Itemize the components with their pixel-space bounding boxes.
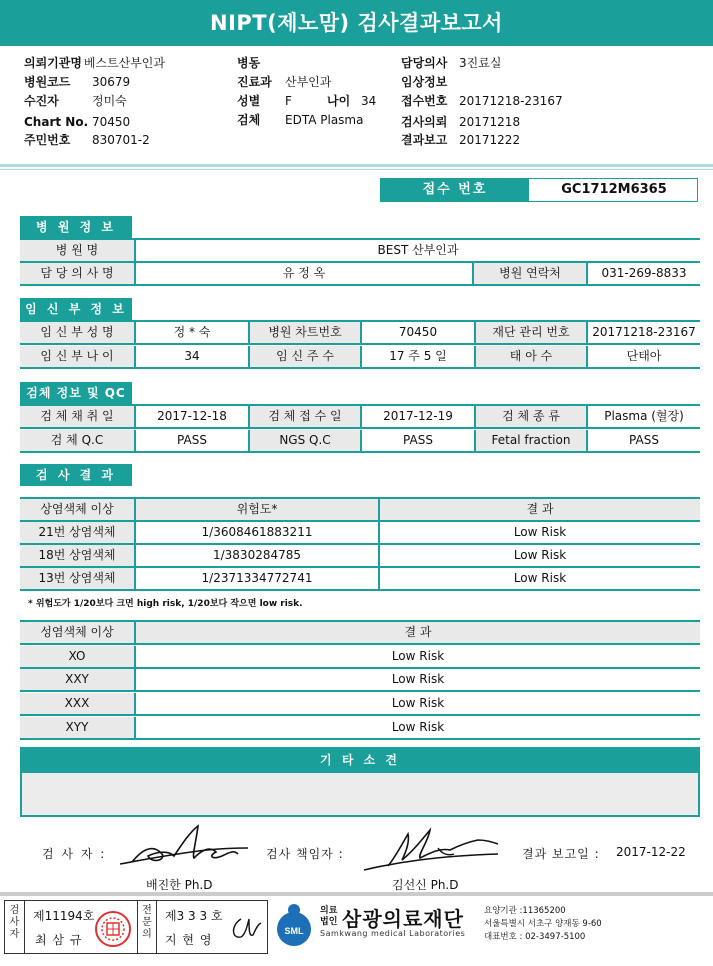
stamp1-name: 최 삼 규 [35, 933, 83, 947]
pregnant-age-value: 34 [184, 349, 200, 363]
sml-logo-icon [272, 902, 316, 948]
report-date-label: 결과 보고일 : [522, 847, 600, 861]
table-row [20, 346, 700, 369]
manager-label: 검사 책임자 : [266, 847, 344, 861]
fetal-fraction-label: Fetal fraction [476, 430, 586, 451]
table-row [20, 669, 700, 692]
sex-chrom-result: Low Risk [391, 720, 445, 734]
sex-chrom-result: Low Risk [391, 672, 445, 686]
stamp2-number: 제3 3 3 호 [165, 909, 223, 923]
risk-footnote: * 위험도가 1/20보다 크면 high risk, 1/20보다 작으면 low risk. [28, 599, 303, 609]
result-value: Low Risk [513, 571, 567, 585]
receive-date-label: 검 체 접 수 일 [250, 406, 360, 427]
contact-value: 031-269-8833 [601, 266, 687, 280]
specimen-qc-label: 검 체 Q.C [20, 430, 134, 451]
col-header-autosome: 상염색체 이상 [20, 499, 134, 520]
table-row [20, 406, 700, 429]
pregnant-age-label: 임 신 부 나 이 [20, 346, 134, 367]
ngs-qc-label: NGS Q.C [250, 430, 360, 451]
mgmt-no-label: 재단 관리 번호 [476, 322, 586, 343]
section-test-results: 검 사 결 과 [20, 464, 132, 486]
pregnant-name-label: 임 신 부 성 명 [20, 322, 134, 343]
table-row [20, 717, 700, 740]
section-hospital-info: 병 원 정 보 [20, 216, 132, 238]
manager-signature [358, 822, 508, 874]
info-specimen: 검체 EDTA Plasma [237, 113, 364, 127]
pregnant-name-value: 정 * 숙 [173, 325, 211, 339]
info-department: 진료과 산부인과 [237, 75, 332, 89]
info-request-date: 검사의뢰 20171218 [401, 115, 521, 129]
autosome-name: 13번 상염색체 [20, 568, 134, 589]
seal-stamp-icon [93, 909, 133, 949]
org-street-address: 서울특별시 서초구 양재동 9-60 [484, 919, 602, 929]
info-doctor: 담당의사 3진료실 [401, 56, 502, 70]
stamp2-vertical-label: 전문의 [137, 901, 157, 953]
info-chart-no: Chart No. 70450 [24, 115, 131, 129]
doctor-label: 담 당 의 사 명 [20, 263, 134, 284]
report-title: NIPT(제노맘) 검사결과보고서 [0, 0, 713, 46]
chart-no-value: 70450 [398, 325, 438, 339]
stamp1-vertical-label: 검사자 [5, 901, 25, 953]
fetus-count-label: 태 아 수 [476, 346, 586, 367]
specimen-type-label: 검 체 종 류 [476, 406, 586, 427]
table-row [20, 430, 700, 453]
info-age: 나이 34 [327, 94, 377, 108]
table-row [20, 322, 700, 345]
info-patient: 수진자 정미숙 [24, 94, 127, 108]
autosome-name: 18번 상염색체 [20, 545, 134, 566]
table-row [20, 522, 700, 545]
table-header-row [20, 499, 700, 522]
ngs-qc-value: PASS [403, 433, 433, 447]
col-header-sex-chrom: 성염색체 이상 [20, 622, 134, 643]
specimen-info-table [20, 404, 700, 452]
org-institution-code: 요양기관 :11365200 [484, 906, 566, 916]
result-value: Low Risk [513, 548, 567, 562]
collect-date-value: 2017-12-18 [157, 409, 227, 423]
sex-chrom-result: Low Risk [391, 649, 445, 663]
info-hospital-code: 병원코드 30679 [24, 75, 131, 89]
receive-date-value: 2017-12-19 [383, 409, 453, 423]
stamp1-number: 제11194호 [33, 909, 95, 923]
sex-chrom-name: XXX [20, 693, 134, 714]
info-clinical: 임상정보 [401, 75, 448, 89]
info-id-number: 주민번호 830701-2 [24, 133, 150, 147]
org-corp-top: 의료 [320, 906, 338, 916]
risk-value: 1/2371334772741 [201, 571, 313, 585]
org-corp-bottom: 법인 [320, 917, 338, 927]
section-pregnant-info: 임 신 부 정 보 [20, 298, 132, 320]
info-sex: 성별 F [237, 94, 292, 108]
table-row [20, 263, 700, 286]
sex-chrom-name: XYY [20, 717, 134, 738]
hospital-name-value: BEST 산부인과 [377, 243, 459, 257]
sex-chromosome-table [20, 620, 700, 738]
header-divider-gap [0, 167, 713, 169]
table-row [20, 545, 700, 568]
hospital-info-table [20, 238, 700, 285]
sex-chrom-result: Low Risk [391, 696, 445, 710]
info-hospital-name: 의뢰기관명 베스트산부인과 [24, 56, 165, 70]
org-name: 삼광의료재단 [342, 907, 464, 931]
org-name-english: Samkwang medical Laboratories [320, 929, 466, 938]
receipt-number-box [380, 178, 698, 202]
footer-divider [0, 892, 713, 896]
col-header-result: 결 과 [380, 499, 700, 520]
risk-value: 1/3830284785 [212, 548, 302, 562]
table-row [20, 646, 700, 669]
risk-value: 1/3608461883211 [201, 525, 313, 539]
doctor-value: 유 정 옥 [282, 266, 326, 280]
tester-signature [112, 822, 252, 872]
other-findings-title: 기 타 소 견 [20, 747, 700, 773]
report-date-value: 2017-12-22 [616, 845, 686, 859]
section-specimen-info: 검체 정보 및 QC [20, 382, 132, 404]
header-info [0, 46, 713, 164]
tester-name: 배진한 Ph.D [146, 878, 213, 892]
collect-date-label: 검 체 채 취 일 [20, 406, 134, 427]
pregnant-info-table [20, 320, 700, 368]
mgmt-no-value: 20171218-23167 [592, 325, 696, 339]
weeks-value: 17 주 5 일 [389, 349, 447, 363]
weeks-label: 임 신 주 수 [250, 346, 360, 367]
col-header-sex-result: 결 과 [136, 622, 700, 643]
tester-label: 검 사 자 : [42, 847, 107, 861]
info-ward: 병동 [237, 56, 261, 70]
specimen-qc-value: PASS [177, 433, 207, 447]
fetus-count-value: 단태아 [626, 349, 662, 363]
stamp2-name: 지 현 영 [165, 933, 213, 947]
chart-no-label: 병원 차트번호 [250, 322, 360, 343]
table-row [20, 693, 700, 716]
receipt-label: 접수 번호 [381, 179, 529, 201]
result-value: Low Risk [513, 525, 567, 539]
table-row [20, 240, 700, 263]
autosome-results-table [20, 497, 700, 591]
license-stamp-box [4, 900, 268, 954]
sml-logo-text: SML [284, 926, 304, 936]
table-header-row [20, 622, 700, 645]
col-header-risk: 위험도* [136, 499, 378, 520]
other-findings-body [20, 773, 700, 817]
table-row [20, 568, 700, 591]
fetal-fraction-value: PASS [629, 433, 659, 447]
autosome-name: 21번 상염색체 [20, 522, 134, 543]
receipt-value: GC1712M6365 [561, 182, 667, 197]
sex-chrom-name: XXY [20, 669, 134, 690]
contact-label: 병원 연락처 [474, 263, 586, 284]
info-receipt-no: 접수번호 20171218-23167 [401, 94, 563, 108]
hospital-name-label: 병 원 명 [20, 240, 134, 261]
info-report-date: 결과보고 20171222 [401, 133, 521, 147]
specimen-type-value: Plasma (혈장) [604, 409, 684, 423]
specialist-signature [227, 911, 265, 945]
org-corp-type [320, 906, 337, 928]
sex-chrom-name: XO [20, 646, 134, 667]
org-address [484, 905, 602, 944]
manager-name: 김선신 Ph.D [392, 878, 459, 892]
org-phone: 대표번호 : 02-3497-5100 [484, 932, 586, 942]
